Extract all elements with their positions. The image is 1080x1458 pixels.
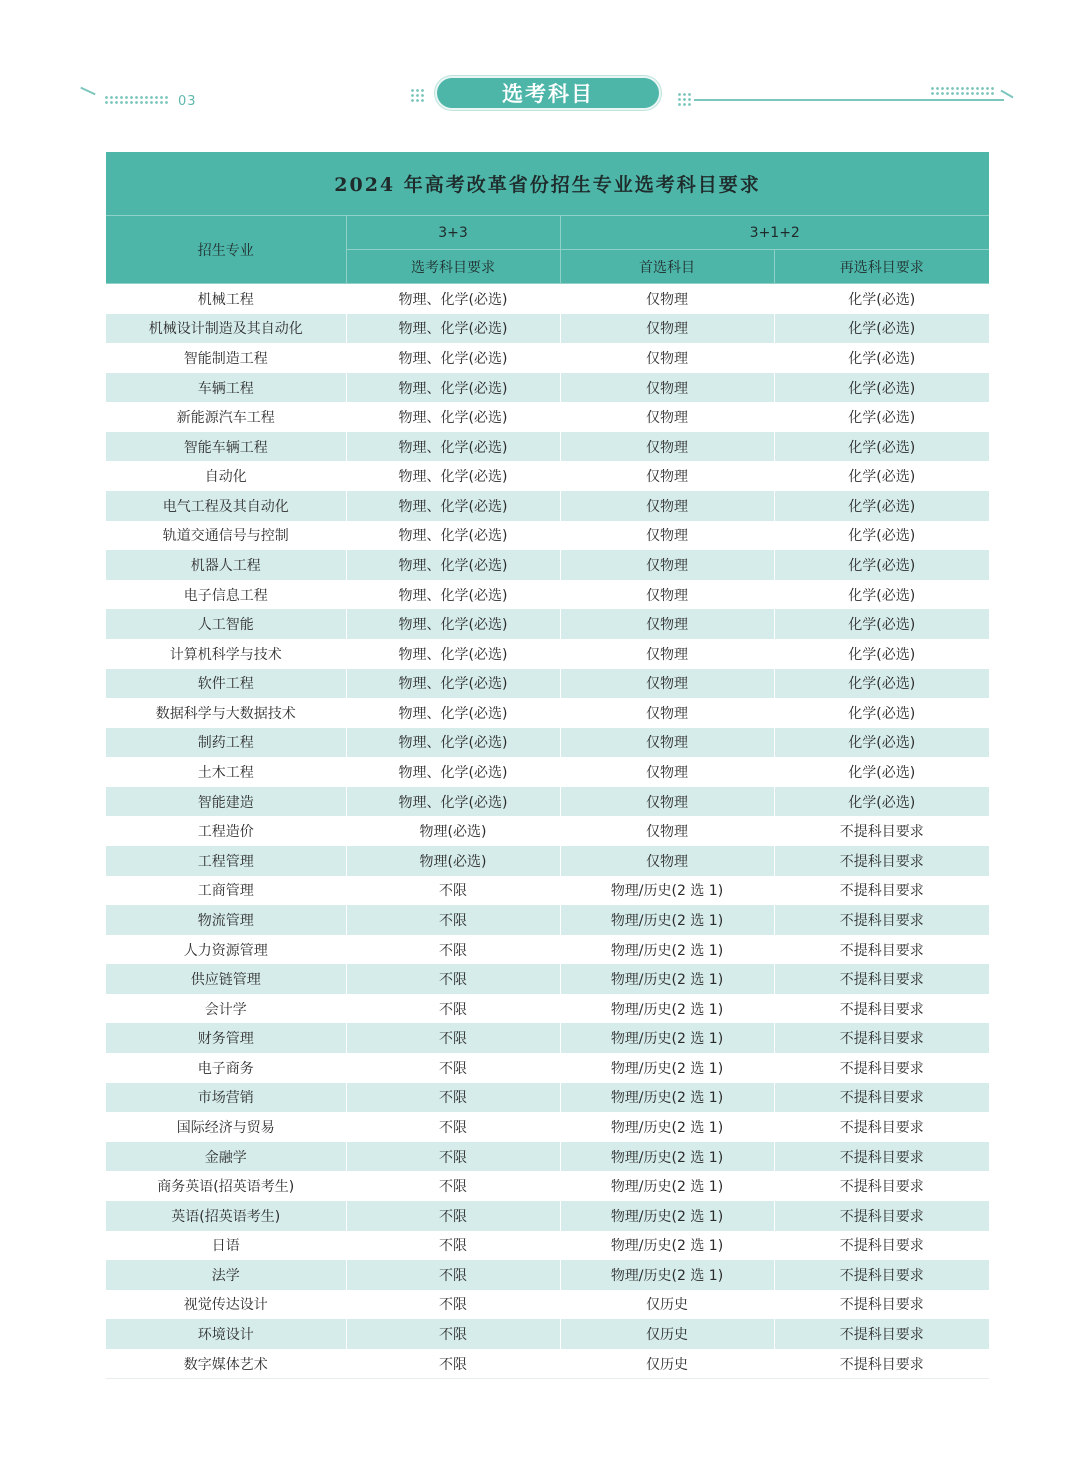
cell-3-3-requirement: 物理、化学(必选) [346,698,560,728]
table-row [106,1319,989,1349]
cell-3-3-requirement: 物理(必选) [346,846,560,876]
cell-3-3-requirement: 不限 [346,1349,560,1379]
cell-first-subject: 仅物理 [560,314,774,344]
decor-dots [930,86,994,96]
cell-major: 商务英语(招英语考生) [106,1171,346,1201]
cell-first-subject: 仅物理 [560,550,774,580]
cell-major: 智能建造 [106,787,346,817]
decor-slash [80,87,95,96]
table-row [106,1349,989,1379]
cell-second-requirement: 不提科目要求 [774,1349,989,1379]
table-row [106,580,989,610]
cell-first-subject: 仅物理 [560,491,774,521]
table-row [106,1023,989,1053]
cell-3-3-requirement: 物理、化学(必选) [346,343,560,373]
cell-second-requirement: 不提科目要求 [774,876,989,906]
cell-3-3-requirement: 物理、化学(必选) [346,314,560,344]
table-row [106,1083,989,1113]
cell-second-requirement: 化学(必选) [774,491,989,521]
cell-second-requirement: 不提科目要求 [774,1023,989,1053]
cell-3-3-requirement: 物理、化学(必选) [346,550,560,580]
cell-3-3-requirement: 不限 [346,994,560,1024]
cell-first-subject: 仅物理 [560,816,774,846]
cell-3-3-requirement: 物理、化学(必选) [346,402,560,432]
cell-second-requirement: 不提科目要求 [774,1319,989,1349]
cell-second-requirement: 化学(必选) [774,521,989,551]
cell-major: 新能源汽车工程 [106,402,346,432]
cell-first-subject: 仅物理 [560,284,774,314]
cell-3-3-requirement: 不限 [346,1260,560,1290]
cell-second-requirement: 化学(必选) [774,343,989,373]
cell-first-subject: 仅物理 [560,609,774,639]
cell-major: 智能制造工程 [106,343,346,373]
cell-3-3-requirement: 物理、化学(必选) [346,491,560,521]
cell-first-subject: 物理/历史(2 选 1) [560,1112,774,1142]
cell-first-subject: 仅物理 [560,461,774,491]
cell-major: 电子商务 [106,1053,346,1083]
table-header [106,216,989,284]
table-row [106,343,989,373]
cell-3-3-requirement: 物理、化学(必选) [346,432,560,462]
table-row [106,964,989,994]
cell-first-subject: 物理/历史(2 选 1) [560,1083,774,1113]
cell-second-requirement: 化学(必选) [774,698,989,728]
cell-major: 日语 [106,1231,346,1261]
decor-dots [410,88,424,102]
cell-second-requirement: 化学(必选) [774,284,989,314]
cell-second-requirement: 化学(必选) [774,639,989,669]
cell-major: 电气工程及其自动化 [106,491,346,521]
cell-major: 数据科学与大数据技术 [106,698,346,728]
cell-major: 市场营销 [106,1083,346,1113]
cell-second-requirement: 不提科目要求 [774,816,989,846]
table-row [106,639,989,669]
cell-major: 法学 [106,1260,346,1290]
cell-first-subject: 物理/历史(2 选 1) [560,876,774,906]
table-row [106,757,989,787]
cell-3-3-requirement: 不限 [346,876,560,906]
requirements-table-container [106,152,989,1379]
cell-second-requirement: 不提科目要求 [774,1290,989,1320]
cell-major: 物流管理 [106,905,346,935]
cell-major: 国际经济与贸易 [106,1112,346,1142]
page-header [0,0,1080,130]
table-row [106,1231,989,1261]
table-row [106,935,989,965]
cell-3-3-requirement: 物理、化学(必选) [346,639,560,669]
cell-first-subject: 仅物理 [560,343,774,373]
table-row [106,1260,989,1290]
cell-major: 自动化 [106,461,346,491]
cell-first-subject: 物理/历史(2 选 1) [560,1260,774,1290]
section-title: 选考科目 [437,78,659,108]
table-row [106,1142,989,1172]
cell-3-3-requirement: 物理、化学(必选) [346,669,560,699]
decor-rule-tick [1000,90,1013,99]
cell-first-subject: 仅物理 [560,757,774,787]
cell-first-subject: 物理/历史(2 选 1) [560,964,774,994]
cell-3-3-requirement: 不限 [346,1142,560,1172]
cell-3-3-requirement: 不限 [346,1201,560,1231]
cell-second-requirement: 不提科目要求 [774,846,989,876]
cell-major: 人力资源管理 [106,935,346,965]
cell-first-subject: 物理/历史(2 选 1) [560,1142,774,1172]
cell-second-requirement: 化学(必选) [774,432,989,462]
table-row [106,432,989,462]
cell-3-3-requirement: 不限 [346,964,560,994]
table-row [106,491,989,521]
cell-3-3-requirement: 物理、化学(必选) [346,461,560,491]
cell-first-subject: 仅物理 [560,698,774,728]
table-row [106,402,989,432]
cell-second-requirement: 化学(必选) [774,757,989,787]
table-row [106,550,989,580]
table-row [106,373,989,403]
cell-3-3-requirement: 不限 [346,935,560,965]
cell-major: 金融学 [106,1142,346,1172]
cell-3-3-requirement: 不限 [346,1083,560,1113]
table-row [106,1112,989,1142]
table-row [106,314,989,344]
table-row [106,816,989,846]
cell-second-requirement: 化学(必选) [774,728,989,758]
cell-first-subject: 仅物理 [560,580,774,610]
cell-first-subject: 物理/历史(2 选 1) [560,1171,774,1201]
cell-major: 轨道交通信号与控制 [106,521,346,551]
cell-second-requirement: 不提科目要求 [774,905,989,935]
cell-first-subject: 物理/历史(2 选 1) [560,1201,774,1231]
decor-dots [104,95,168,105]
cell-second-requirement: 不提科目要求 [774,1231,989,1261]
cell-major: 电子信息工程 [106,580,346,610]
table-row [106,521,989,551]
cell-first-subject: 仅历史 [560,1349,774,1379]
table-row [106,698,989,728]
cell-first-subject: 物理/历史(2 选 1) [560,1023,774,1053]
cell-major: 英语(招英语考生) [106,1201,346,1231]
cell-second-requirement: 不提科目要求 [774,994,989,1024]
cell-3-3-requirement: 物理、化学(必选) [346,373,560,403]
cell-3-3-requirement: 物理、化学(必选) [346,521,560,551]
cell-major: 人工智能 [106,609,346,639]
cell-major: 工程管理 [106,846,346,876]
cell-major: 机器人工程 [106,550,346,580]
table-row [106,876,989,906]
cell-second-requirement: 不提科目要求 [774,1171,989,1201]
cell-first-subject: 仅物理 [560,639,774,669]
cell-first-subject: 仅物理 [560,373,774,403]
cell-first-subject: 仅物理 [560,846,774,876]
cell-3-3-requirement: 不限 [346,905,560,935]
cell-3-3-requirement: 物理、化学(必选) [346,728,560,758]
cell-second-requirement: 化学(必选) [774,669,989,699]
cell-first-subject: 仅物理 [560,432,774,462]
cell-major: 工程造价 [106,816,346,846]
cell-major: 会计学 [106,994,346,1024]
cell-3-3-requirement: 不限 [346,1023,560,1053]
cell-second-requirement: 不提科目要求 [774,1201,989,1231]
cell-3-3-requirement: 物理、化学(必选) [346,787,560,817]
table-row [106,669,989,699]
cell-first-subject: 仅物理 [560,669,774,699]
cell-3-3-requirement: 不限 [346,1171,560,1201]
cell-second-requirement: 不提科目要求 [774,1112,989,1142]
cell-major: 财务管理 [106,1023,346,1053]
cell-major: 制药工程 [106,728,346,758]
cell-second-requirement: 不提科目要求 [774,1260,989,1290]
cell-major: 数字媒体艺术 [106,1349,346,1379]
table-row [106,905,989,935]
cell-second-requirement: 不提科目要求 [774,1142,989,1172]
table-row [106,461,989,491]
table-row [106,1290,989,1320]
cell-second-requirement: 不提科目要求 [774,935,989,965]
cell-second-requirement: 化学(必选) [774,580,989,610]
cell-major: 机械设计制造及其自动化 [106,314,346,344]
cell-major: 环境设计 [106,1319,346,1349]
cell-3-3-requirement: 不限 [346,1231,560,1261]
cell-second-requirement: 不提科目要求 [774,1083,989,1113]
cell-first-subject: 物理/历史(2 选 1) [560,935,774,965]
table-body [106,284,989,1379]
cell-second-requirement: 不提科目要求 [774,1053,989,1083]
header-scheme-3-3: 3+3 [346,216,560,250]
page-number: 03 [178,94,197,109]
decor-dots [677,92,691,106]
table-row [106,728,989,758]
cell-first-subject: 物理/历史(2 选 1) [560,905,774,935]
cell-major: 供应链管理 [106,964,346,994]
cell-3-3-requirement: 物理、化学(必选) [346,284,560,314]
table-row [106,846,989,876]
header-3-3-requirement: 选考科目要求 [346,250,560,284]
cell-first-subject: 仅历史 [560,1319,774,1349]
cell-major: 计算机科学与技术 [106,639,346,669]
cell-first-subject: 物理/历史(2 选 1) [560,1053,774,1083]
cell-second-requirement: 不提科目要求 [774,964,989,994]
cell-3-3-requirement: 不限 [346,1319,560,1349]
table-row [106,1053,989,1083]
cell-second-requirement: 化学(必选) [774,373,989,403]
cell-second-requirement: 化学(必选) [774,461,989,491]
table-row [106,1201,989,1231]
table-row [106,994,989,1024]
cell-3-3-requirement: 不限 [346,1112,560,1142]
cell-first-subject: 仅物理 [560,402,774,432]
table-row [106,787,989,817]
cell-second-requirement: 化学(必选) [774,609,989,639]
cell-3-3-requirement: 不限 [346,1053,560,1083]
cell-first-subject: 仅历史 [560,1290,774,1320]
table-row [106,284,989,314]
cell-second-requirement: 化学(必选) [774,402,989,432]
header-scheme-3-1-2: 3+1+2 [560,216,989,250]
table-title: 2024 年高考改革省份招生专业选考科目要求 [106,152,989,216]
header-second-requirement: 再选科目要求 [774,250,989,284]
header-major: 招生专业 [106,216,346,284]
cell-first-subject: 物理/历史(2 选 1) [560,1231,774,1261]
requirements-table [106,216,989,1379]
cell-second-requirement: 化学(必选) [774,550,989,580]
cell-first-subject: 仅物理 [560,728,774,758]
cell-second-requirement: 化学(必选) [774,787,989,817]
cell-3-3-requirement: 物理、化学(必选) [346,580,560,610]
cell-major: 软件工程 [106,669,346,699]
cell-first-subject: 物理/历史(2 选 1) [560,994,774,1024]
cell-first-subject: 仅物理 [560,521,774,551]
cell-major: 工商管理 [106,876,346,906]
cell-second-requirement: 化学(必选) [774,314,989,344]
cell-first-subject: 仅物理 [560,787,774,817]
decor-rule [694,99,1004,101]
table-row [106,1171,989,1201]
cell-major: 视觉传达设计 [106,1290,346,1320]
table-row [106,609,989,639]
header-first-subject: 首选科目 [560,250,774,284]
cell-major: 车辆工程 [106,373,346,403]
cell-3-3-requirement: 物理、化学(必选) [346,757,560,787]
cell-3-3-requirement: 物理、化学(必选) [346,609,560,639]
cell-major: 智能车辆工程 [106,432,346,462]
cell-major: 机械工程 [106,284,346,314]
cell-3-3-requirement: 不限 [346,1290,560,1320]
cell-3-3-requirement: 物理(必选) [346,816,560,846]
cell-major: 土木工程 [106,757,346,787]
